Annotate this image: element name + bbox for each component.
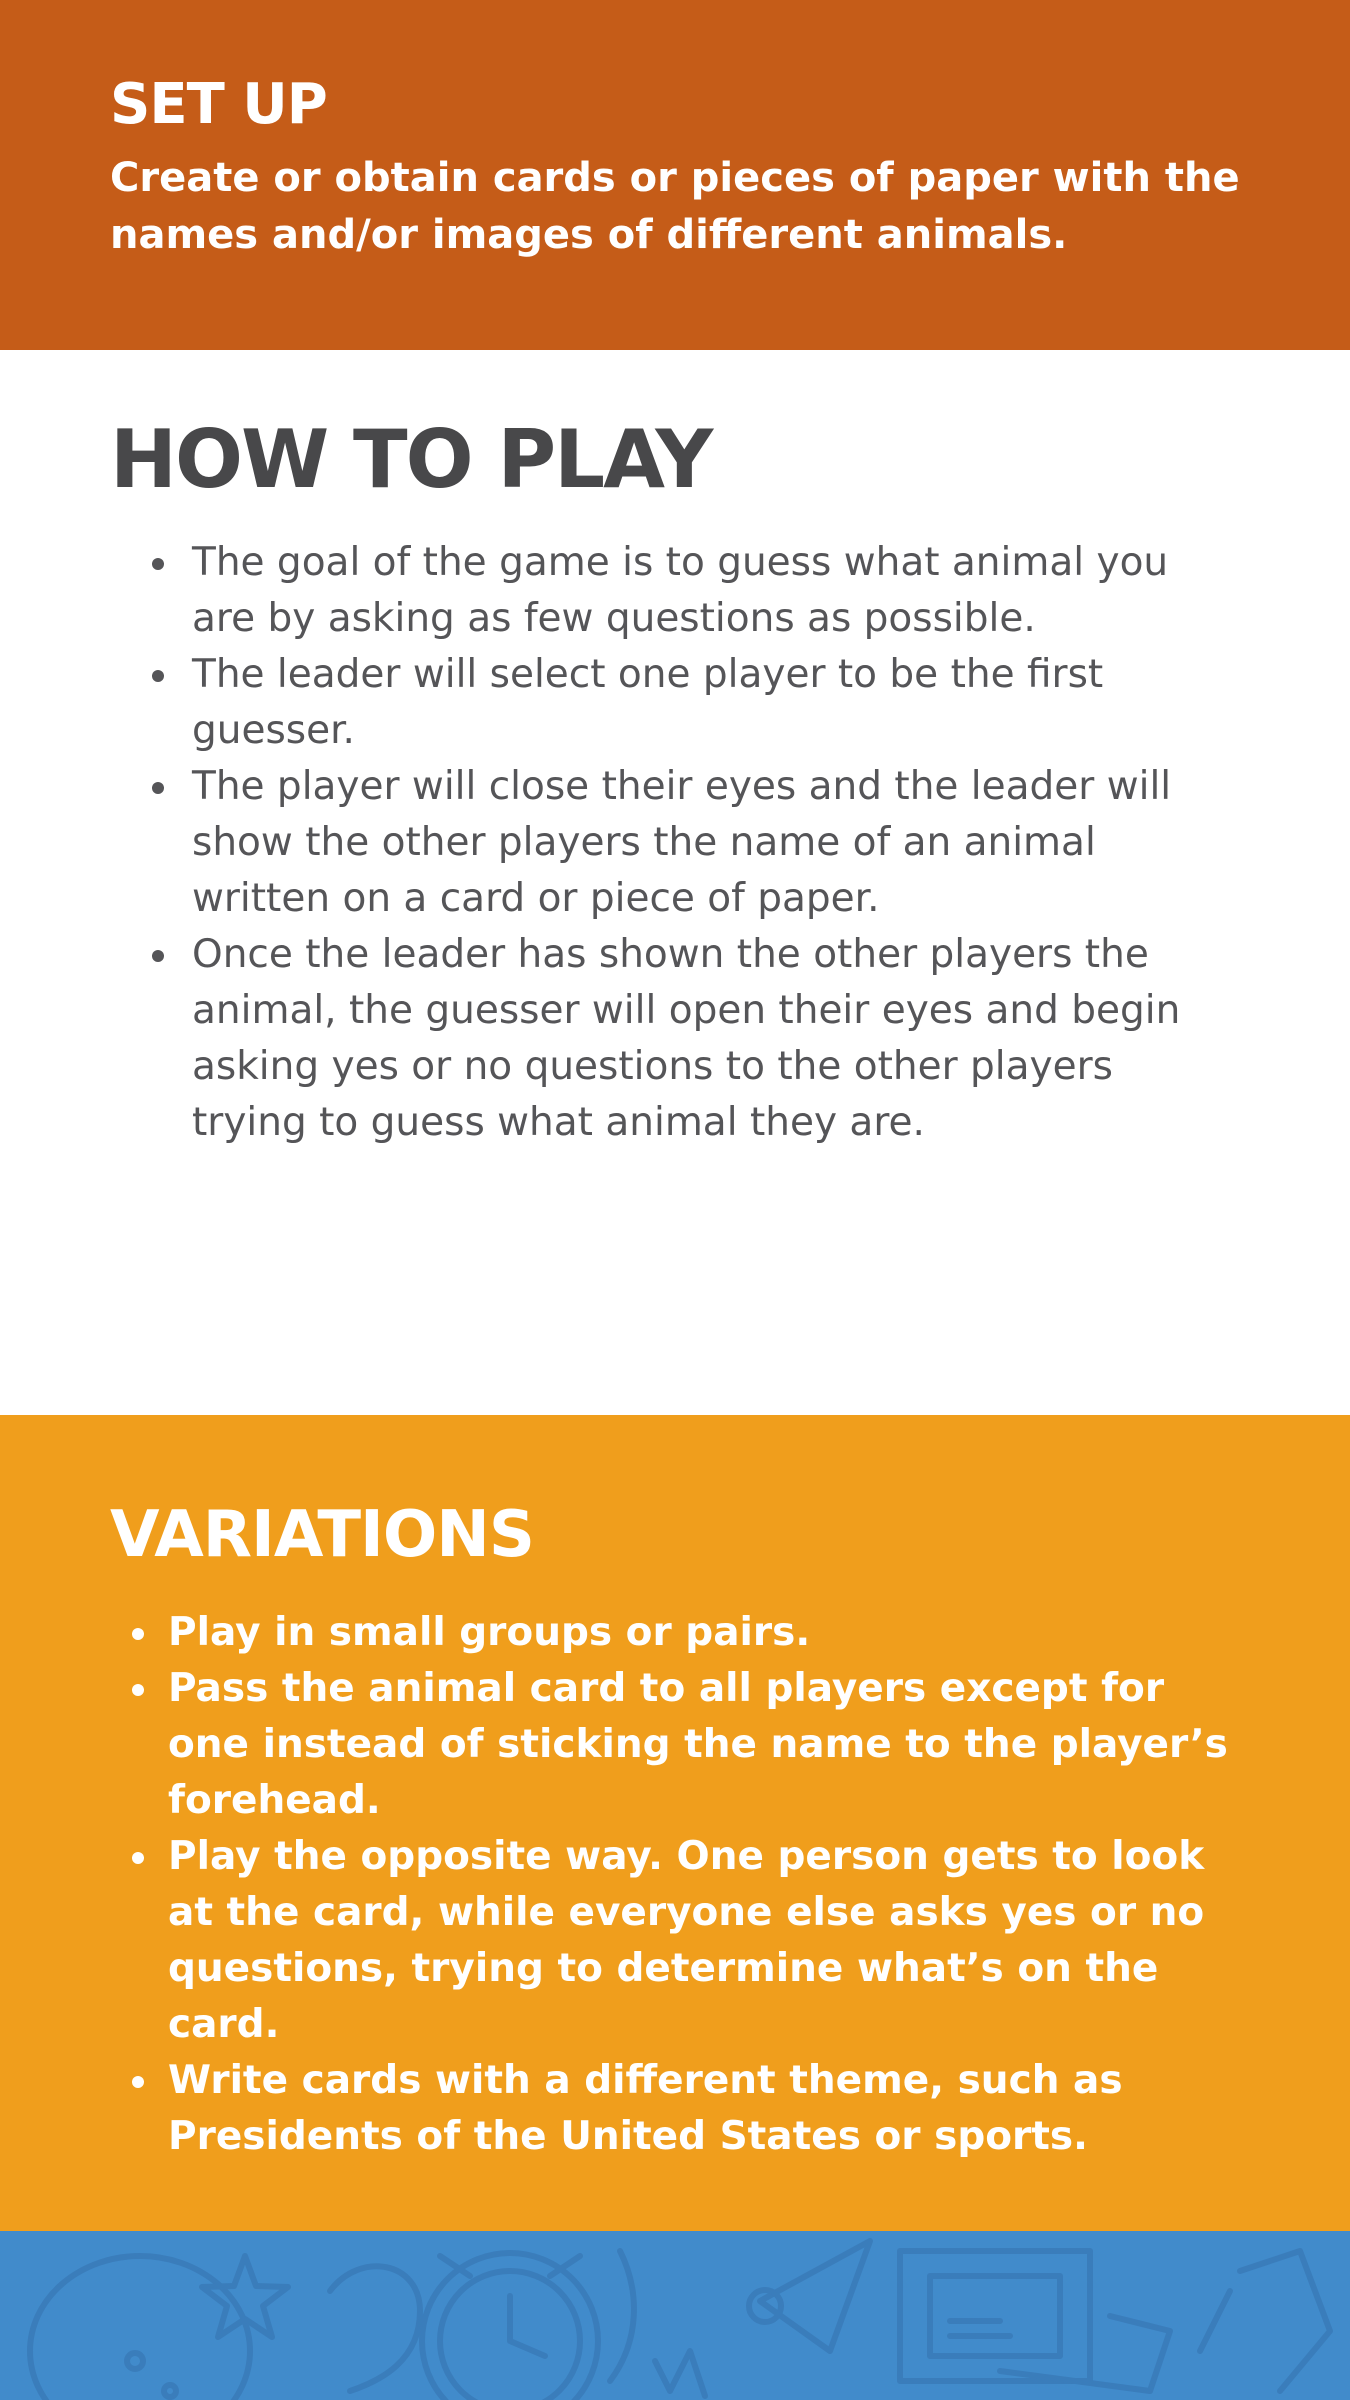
list-item: Pass the animal card to all players except for one instead of sticking the name to the player’s forehead. <box>168 1661 1240 1829</box>
list-item: The player will close their eyes and the leader will show the other players the name of an animal written on a card or piece of paper. <box>192 759 1240 927</box>
crown-icon <box>1200 2251 1330 2391</box>
alarm-clock-icon <box>422 2253 598 2400</box>
doodle-footer <box>0 2231 1350 2400</box>
doodle-pattern <box>0 2231 1350 2400</box>
ball-icon <box>30 2256 250 2400</box>
setup-body: Create or obtain cards or pieces of paper with the names and/or images of different animals. <box>110 155 1240 258</box>
variations-section <box>0 1415 1350 2231</box>
paper-plane-icon <box>749 2241 870 2351</box>
leaf-icon <box>610 2251 705 2396</box>
variations-list <box>110 1605 1240 2165</box>
setup-section <box>0 0 1350 350</box>
list-item: Write cards with a different theme, such as Presidents of the United States or sports. <box>168 2053 1240 2165</box>
how-to-play-heading: HOW TO PLAY <box>110 413 712 506</box>
variations-heading: VARIATIONS <box>110 1498 534 1572</box>
list-item: Play the opposite way. One person gets to look at the card, while everyone else asks yes or no questions, trying to determine what’s on the card. <box>168 1829 1240 2053</box>
list-item: The goal of the game is to guess what animal you are by asking as few questions as possible. <box>192 535 1240 647</box>
blob-icon <box>330 2266 420 2391</box>
list-item: The leader will select one player to be the first guesser. <box>192 647 1240 759</box>
list-item: Play in small groups or pairs. <box>168 1605 1240 1661</box>
list-item: Once the leader has shown the other players the animal, the guesser will open their eyes and begin asking yes or no questions to the other players trying to guess what animal they are. <box>192 927 1240 1151</box>
how-to-play-list <box>110 535 1240 1151</box>
how-to-play-section <box>0 350 1350 1415</box>
setup-heading: SET UP <box>110 72 327 137</box>
laptop-icon <box>900 2251 1170 2391</box>
